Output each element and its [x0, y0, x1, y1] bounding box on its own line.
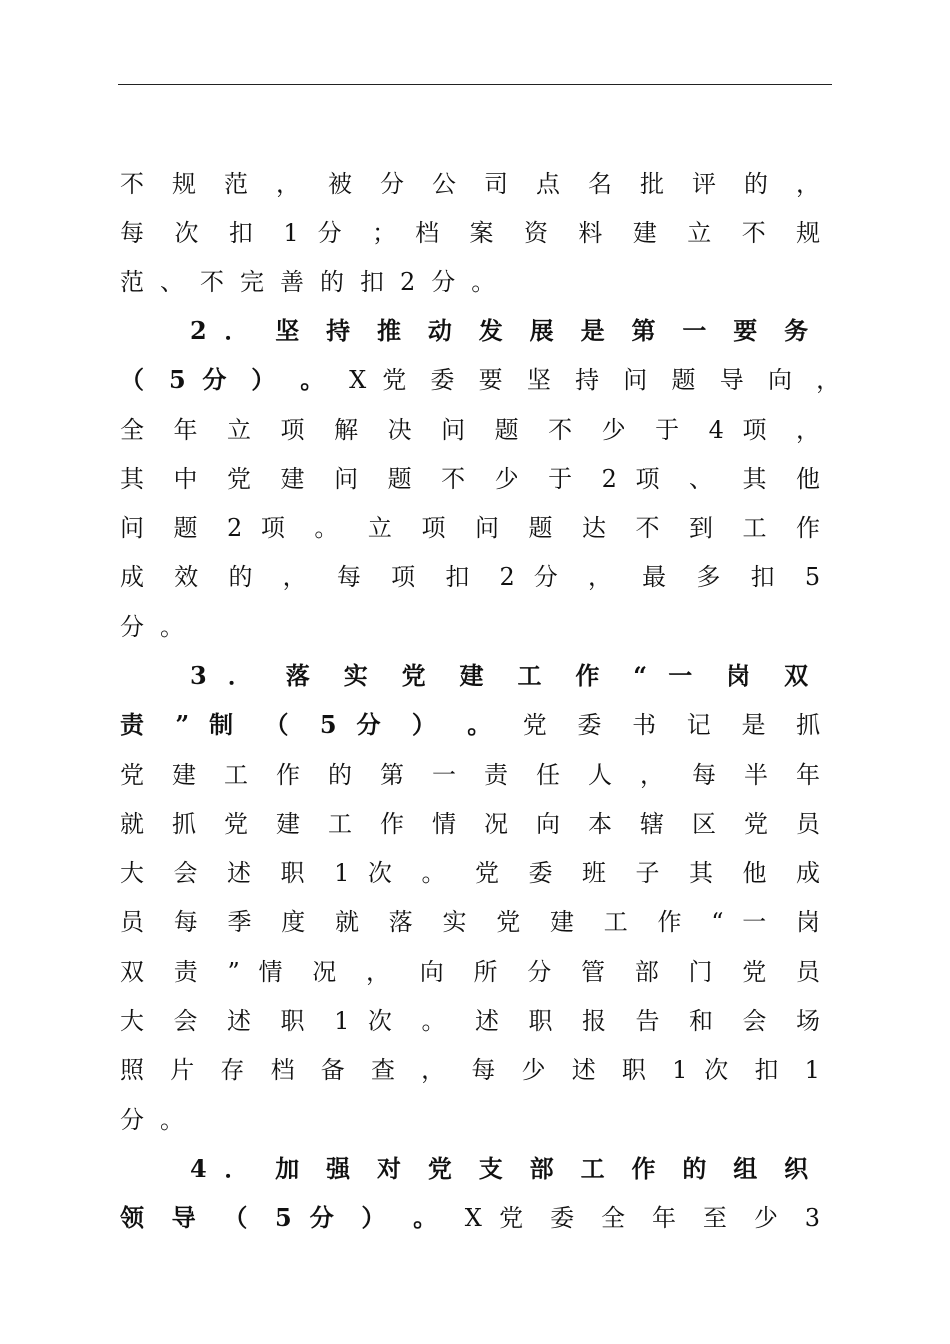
text-line: 双 责 ” 情 况 ， 向 所 分 管 部 门 党 员	[120, 958, 820, 986]
section-heading: 4 ． 加 强 对 党 支 部 工 作 的 组 织	[190, 1154, 809, 1183]
text-line: 员 每 季 度 就 落 实 党 建 工 作 “ 一 岗	[120, 908, 820, 936]
text-line: 全 年 立 项 解 决 问 题 不 少 于 4 项 ，	[120, 416, 821, 444]
section-heading: 2 ． 坚 持 推 动 发 展 是 第 一 要 务	[190, 316, 809, 345]
text-line: 问 题 2 项 。 立 项 问 题 达 不 到 工 作	[120, 514, 821, 542]
text-line: 责 ” 制 （ 5 分 ） 。 党 委 书 记 是 抓	[120, 710, 821, 739]
text-line: 其 中 党 建 问 题 不 少 于 2 项 、 其 他	[120, 465, 821, 493]
section-heading: 3 ． 落 实 党 建 工 作 “ 一 岗 双	[190, 661, 809, 690]
text-line: 范、不完善的扣2分。	[120, 268, 512, 296]
header-rule	[118, 84, 832, 85]
text-line: 分。	[120, 613, 200, 641]
text-line: 照 片 存 档 备 查 ， 每 少 述 职 1 次 扣 1	[120, 1056, 820, 1084]
text-line: 成 效 的 ， 每 项 扣 2 分 ， 最 多 扣 5	[120, 563, 821, 591]
text-line: 就 抓 党 建 工 作 情 况 向 本 辖 区 党 员	[120, 810, 820, 838]
text-line: 大 会 述 职 1 次 。 述 职 报 告 和 会 场	[120, 1007, 821, 1035]
text-line: 不 规 范 ， 被 分 公 司 点 名 批 评 的 ，	[120, 170, 820, 198]
text-line: 领 导 （ 5 分 ） 。 X 党 委 全 年 至 少 3	[120, 1203, 821, 1232]
text-line: 党 建 工 作 的 第 一 责 任 人 ， 每 半 年	[120, 761, 820, 789]
text-line: 每 次 扣 1 分 ； 档 案 资 料 建 立 不 规	[120, 219, 821, 247]
text-line: 分。	[120, 1106, 200, 1134]
text-line: （ 5 分 ） 。 X 党 委 要 坚 持 问 题 导 向 ，	[120, 365, 841, 394]
text-line: 大 会 述 职 1 次 。 党 委 班 子 其 他 成	[120, 859, 821, 887]
